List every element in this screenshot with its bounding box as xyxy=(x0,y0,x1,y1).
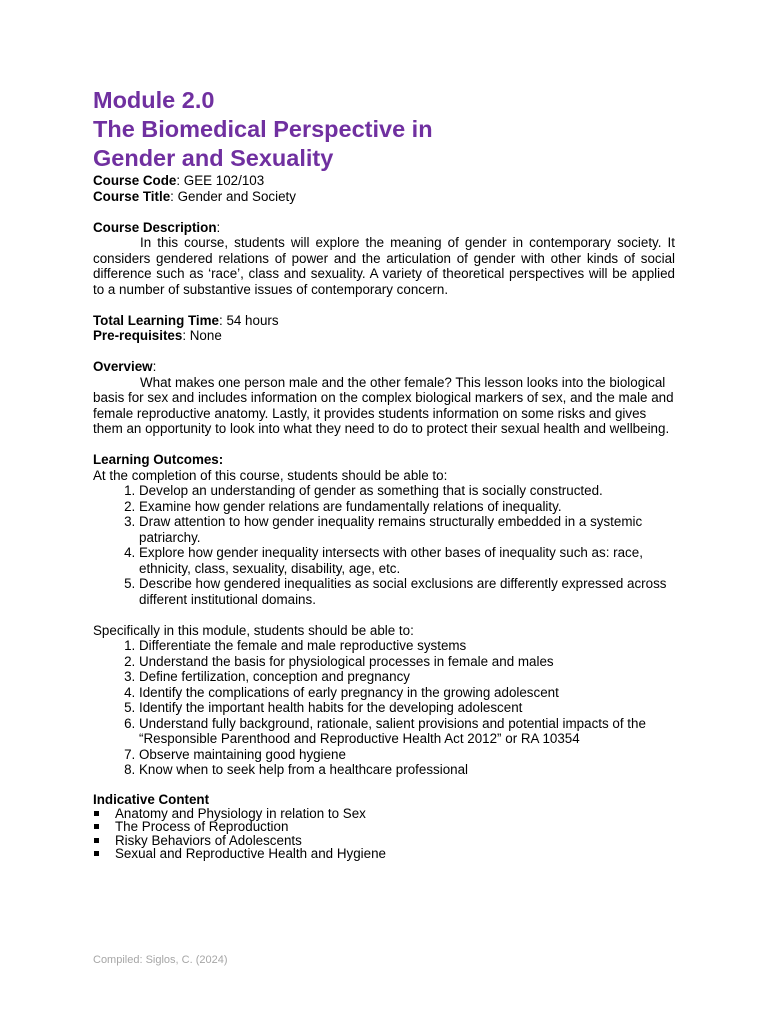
list-item: 4. Explore how gender inequality intersects with other bases of inequality such as: race, ethnicity, class, sexuality, disability, age, etc. xyxy=(139,545,675,576)
list-item: 5. Describe how gendered inequalities as social exclusions are differently expressed across different institutional domains. xyxy=(139,576,675,607)
list-item: 4. Identify the complications of early pregnancy in the growing adolescent xyxy=(139,685,675,701)
overview-label: Overview: xyxy=(93,359,157,374)
indicative-content-list xyxy=(93,807,675,861)
list-item: 6. Understand fully background, rationale, salient provisions and potential impacts of the “Responsible Parenthood and Reproductive Health Act 2012” or RA 10354 xyxy=(139,716,675,747)
module-heading xyxy=(93,86,675,173)
module-outcomes-list xyxy=(93,638,675,778)
total-learning-time: Total Learning Time: 54 hours xyxy=(93,312,279,328)
overview-text: What makes one person male and the other female? This lesson looks into the biological basis for sex and includes information on the complex biological markers of sex, and the male and female reproductive anatomy. Lastly, it provides students information on some risks and gives them an opportunity to look into what they need to do to protect their sexual health and wellbeing. xyxy=(93,374,674,436)
list-item: 1. Differentiate the female and male reproductive systems xyxy=(139,638,675,654)
module-outcomes-intro: Specifically in this module, students should be able to: xyxy=(93,622,414,638)
learning-outcomes-label: Learning Outcomes: xyxy=(93,452,224,467)
module-title-line-2: Gender and Sexuality xyxy=(93,145,334,171)
course-description-text: In this course, students will explore the meaning of gender in contemporary society. It considers gendered relations of power and the articulation of gender with other kinds of social difference such as ‘race’, class and sexuality. A variety of theoretical perspectives will be applied to a number of substantive issues of contemporary concern. xyxy=(93,235,675,297)
list-item: 7. Observe maintaining good hygiene xyxy=(139,747,675,763)
indicative-content-label: Indicative Content xyxy=(93,792,210,807)
list-item: 5. Identify the important health habits for the developing adolescent xyxy=(139,700,675,716)
list-item: Risky Behaviors of Adolescents xyxy=(115,834,675,848)
list-item: 3. Define fertilization, conception and pregnancy xyxy=(139,669,675,685)
course-code: Course Code: GEE 102/103 xyxy=(93,173,265,188)
module-number: Module 2.0 xyxy=(93,87,215,113)
list-item: 1. Develop an understanding of gender as something that is socially constructed. xyxy=(139,483,675,499)
learning-outcomes-list xyxy=(93,483,675,607)
list-item: 3. Draw attention to how gender inequality remains structurally embedded in a systemic patriarchy. xyxy=(139,514,675,545)
list-item: 8. Know when to seek help from a healthcare professional xyxy=(139,762,675,778)
course-title: Course Title: Gender and Society xyxy=(93,188,296,204)
module-title-line-1: The Biomedical Perspective in xyxy=(93,116,433,142)
list-item: The Process of Reproduction xyxy=(115,820,675,834)
document-page xyxy=(93,86,675,861)
list-item: 2. Understand the basis for physiological processes in female and males xyxy=(139,654,675,670)
footer-credit: Compiled: Siglos, C. (2024) xyxy=(93,954,228,966)
course-description-label: Course Description: xyxy=(93,219,221,235)
prerequisites: Pre-requisites: None xyxy=(93,328,222,343)
list-item: 2. Examine how gender relations are fundamentally relations of inequality. xyxy=(139,499,675,515)
list-item: Anatomy and Physiology in relation to Sex xyxy=(115,807,675,821)
list-item: Sexual and Reproductive Health and Hygiene xyxy=(115,847,675,861)
learning-outcomes-intro: At the completion of this course, students should be able to: xyxy=(93,467,448,483)
